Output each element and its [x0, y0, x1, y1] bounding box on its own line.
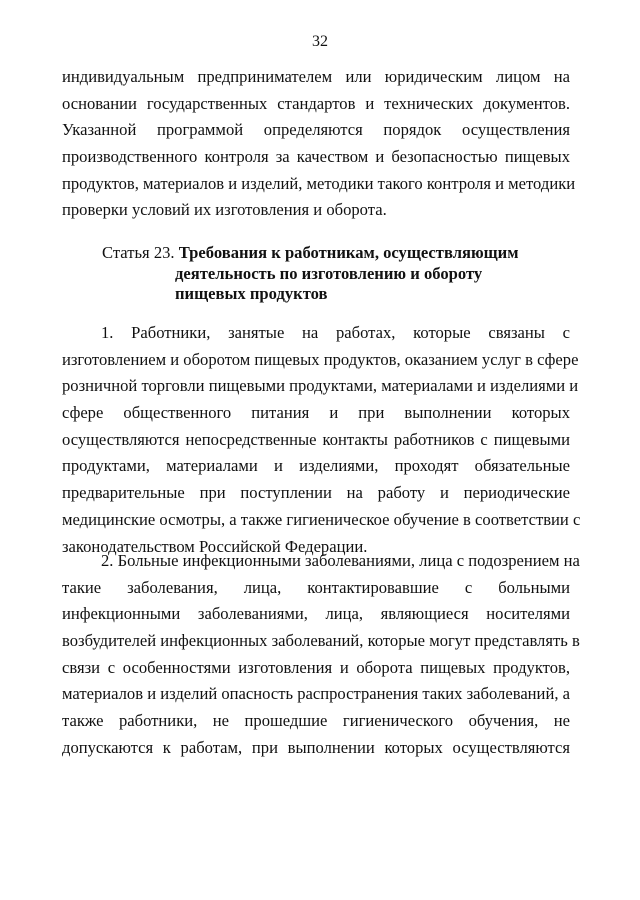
text-line: основании государственных стандартов и технических документов.: [62, 93, 570, 113]
article-title-line: деятельность по изготовлению и обороту: [175, 263, 483, 283]
article-title-line: Требования к работникам, осуществляющим: [178, 243, 519, 262]
text-line: связи с особенностями изготовления и оборота пищевых продуктов,: [62, 657, 570, 677]
text-line: производственного контроля за качеством и безопасностью пищевых: [62, 147, 570, 167]
text-line: медицинские осмотры, а также гигиеническое обучение в соответствии с: [62, 509, 581, 529]
text-line: продуктов, материалов и изделий, методики такого контроля и методики: [62, 173, 576, 193]
article-heading-row: [102, 243, 572, 264]
text-line: возбудителей инфекционных заболеваний, которые могут представлять в: [62, 631, 580, 651]
text-line: розничной торговли пищевыми продуктами, материалами и изделиями и: [62, 376, 579, 396]
text-line: индивидуальным предпринимателем или юридическим лицом на: [62, 67, 570, 86]
paragraph-2: [62, 548, 580, 762]
text-line: также работники, не прошедшие гигиенического обучения, не: [62, 711, 570, 731]
text-line: такие заболевания, лица, контактировавшие с больными: [62, 577, 570, 597]
paragraph-1: [62, 320, 581, 560]
page-number: 32: [312, 33, 328, 50]
text-line: предварительные при поступлении на работу и периодические: [62, 483, 570, 503]
text-line: материалов и изделий опасность распространения таких заболеваний, а: [62, 684, 570, 704]
article-heading: [102, 243, 572, 305]
text-line: сфере общественного питания и при выполнении которых: [62, 403, 570, 423]
text-line: изготовлением и оборотом пищевых продуктов, оказанием услуг в сфере: [62, 349, 579, 369]
text-line: проверки условий их изготовления и оборота.: [62, 200, 387, 220]
text-line: 2. Больные инфекционными заболеваниями, лица с подозрением на: [101, 551, 580, 570]
article-number: Статья 23.: [102, 243, 175, 262]
text-line: осуществляются непосредственные контакты работников с пищевыми: [62, 429, 570, 449]
text-line: законодательством Российской Федерации.: [62, 536, 368, 556]
text-line: Указанной программой определяются порядок осуществления: [62, 120, 570, 140]
text-line: продуктами, материалами и изделиями, проходят обязательные: [62, 456, 570, 476]
article-title-line: пищевых продуктов: [175, 284, 328, 303]
text-line: 1. Работники, занятые на работах, которые связаны с: [101, 323, 570, 342]
intro-paragraph: [62, 64, 576, 224]
text-line: инфекционными заболеваниями, лица, являющиеся носителями: [62, 604, 570, 624]
text-line: допускаются к работам, при выполнении которых осуществляются: [62, 737, 570, 757]
